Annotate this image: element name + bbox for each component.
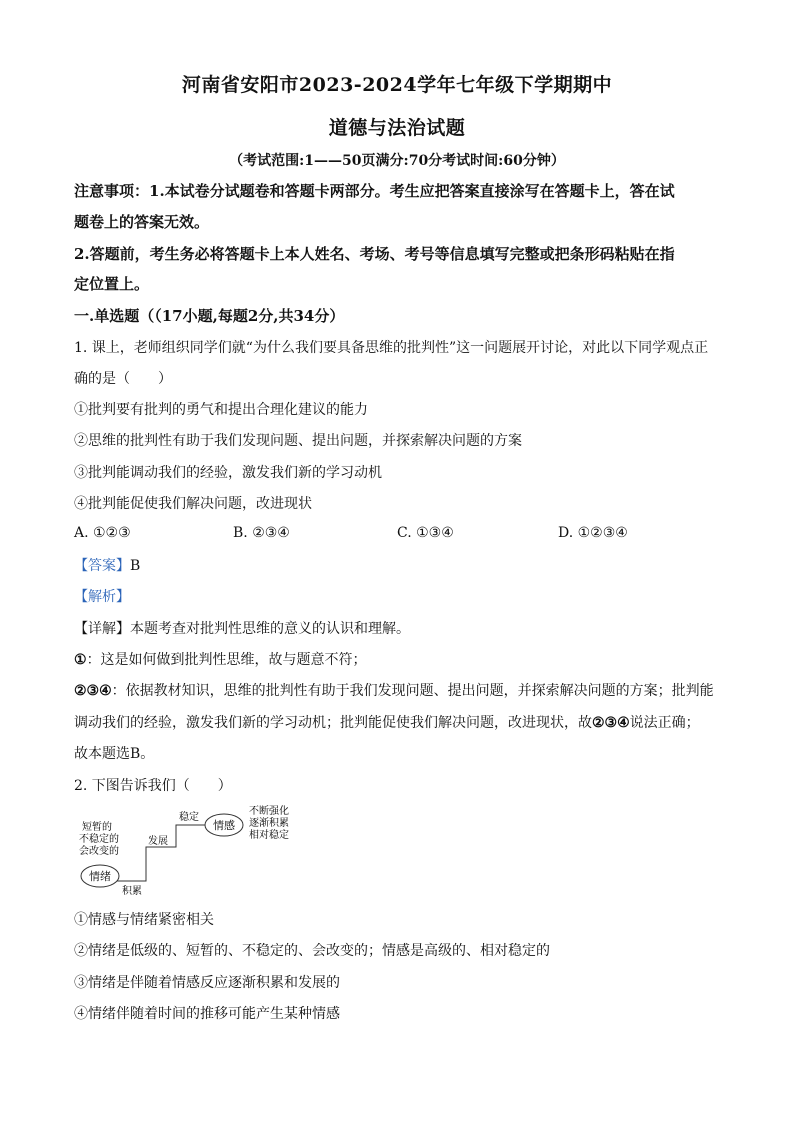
expl-2-line-2-marker: ②③④ <box>592 715 630 731</box>
expl-1-marker: ① <box>74 652 87 668</box>
q1-stem-line-1: 1. 课上，老师组织同学们就“为什么我们要具备思维的批判性”这一问题展开讨论，对此以下同学观点正 <box>74 340 709 356</box>
right-desc-2: 逐渐积累 <box>249 818 289 829</box>
q1-option-c: C. ①③④ <box>397 525 454 541</box>
left-desc-2: 不稳定的 <box>79 834 119 845</box>
step-accumulate: 积累 <box>122 886 142 897</box>
exam-subject: 道德与法治试题 <box>328 117 466 139</box>
answer-value: B <box>130 558 141 574</box>
q1-expl-2-cont <box>74 713 700 733</box>
step-stable: 稳定 <box>179 812 199 823</box>
q2-item-3: ③情绪是伴随着情感反应逐渐积累和发展的 <box>74 975 340 991</box>
left-desc-1: 短暂的 <box>82 822 112 833</box>
expl-2-line-2a: 调动我们的经验，激发我们新的学习动机；批判能促使我们解决问题，改进现状，故 <box>74 715 592 731</box>
q2-item-4: ④情绪伴随着时间的推移可能产生某种情感 <box>74 1006 340 1022</box>
q1-answer <box>74 556 140 576</box>
section-heading: 一.单选题（（17小题,每题2分,共34分） <box>74 307 345 325</box>
q1-option-d: D. ①②③④ <box>558 525 628 541</box>
q2-item-1: ①情感与情绪紧密相关 <box>74 912 214 928</box>
q1-item-1: ①批判要有批判的勇气和提出合理化建议的能力 <box>74 402 368 418</box>
q1-stem-line-2: 确的是（ ） <box>74 371 172 387</box>
q2-stem: 2. 下图告诉我们（ ） <box>74 778 232 794</box>
q1-analysis-tag <box>74 587 130 607</box>
right-desc-1: 不断强化 <box>249 806 289 817</box>
q1-item-4: ④批判能促使我们解决问题，改进现状 <box>74 496 312 512</box>
expl-2-marker: ②③④ <box>74 683 112 699</box>
q1-conclusion: 故本题选B。 <box>74 746 155 762</box>
exam-title: 河南省安阳市2023-2024学年七年级下学期期中 <box>181 74 613 96</box>
answer-tag: 【答案】 <box>74 558 130 574</box>
detail-tag: 【详解】 <box>74 621 130 637</box>
left-desc-3: 会改变的 <box>79 846 119 857</box>
q1-expl-2 <box>74 681 714 701</box>
q1-option-a: A. ①②③ <box>74 525 131 541</box>
q1-option-b: B. ②③④ <box>233 525 290 541</box>
q2-item-2: ②情绪是低级的、短暂的、不稳定的、会改变的；情感是高级的、相对稳定的 <box>74 943 550 959</box>
analysis-tag: 【解析】 <box>74 589 130 605</box>
expl-1-text: ：这是如何做到批判性思维，故与题意不符； <box>86 652 367 668</box>
q1-expl-1 <box>74 650 367 670</box>
exam-scope: （考试范围:1——50页满分:70分考试时间:60分钟） <box>229 153 565 169</box>
notes-line-3: 2.答题前，考生务必将答题卡上本人姓名、考场、考号等信息填写完整或把条形码粘贴在指 <box>74 245 675 263</box>
emotion-feeling-diagram <box>74 802 314 898</box>
notes-line-2: 题卷上的答案无效。 <box>74 213 210 231</box>
feeling-label: 情感 <box>213 819 235 832</box>
detail-text: 本题考查对批判性思维的意义的认识和理解。 <box>130 621 410 637</box>
right-desc-3: 相对稳定 <box>249 830 289 841</box>
q1-detail <box>74 619 410 639</box>
q1-item-3: ③批判能调动我们的经验，激发我们新的学习动机 <box>74 465 382 481</box>
expl-2-line-2b: 说法正确； <box>629 715 700 731</box>
emotion-label: 情绪 <box>89 870 111 883</box>
expl-2-line-1: ：依据教材知识，思维的批判性有助于我们发现问题、提出问题，并探索解决问题的方案；批判能 <box>111 683 714 699</box>
q1-item-2: ②思维的批判性有助于我们发现问题、提出问题，并探索解决问题的方案 <box>74 433 522 449</box>
staircase-line <box>114 825 208 881</box>
step-develop: 发展 <box>148 836 168 847</box>
notes-line-1: 注意事项：1.本试卷分试题卷和答题卡两部分。考生应把答案直接涂写在答题卡上，答在试 <box>74 182 675 200</box>
notes-line-4: 定位置上。 <box>74 275 150 293</box>
